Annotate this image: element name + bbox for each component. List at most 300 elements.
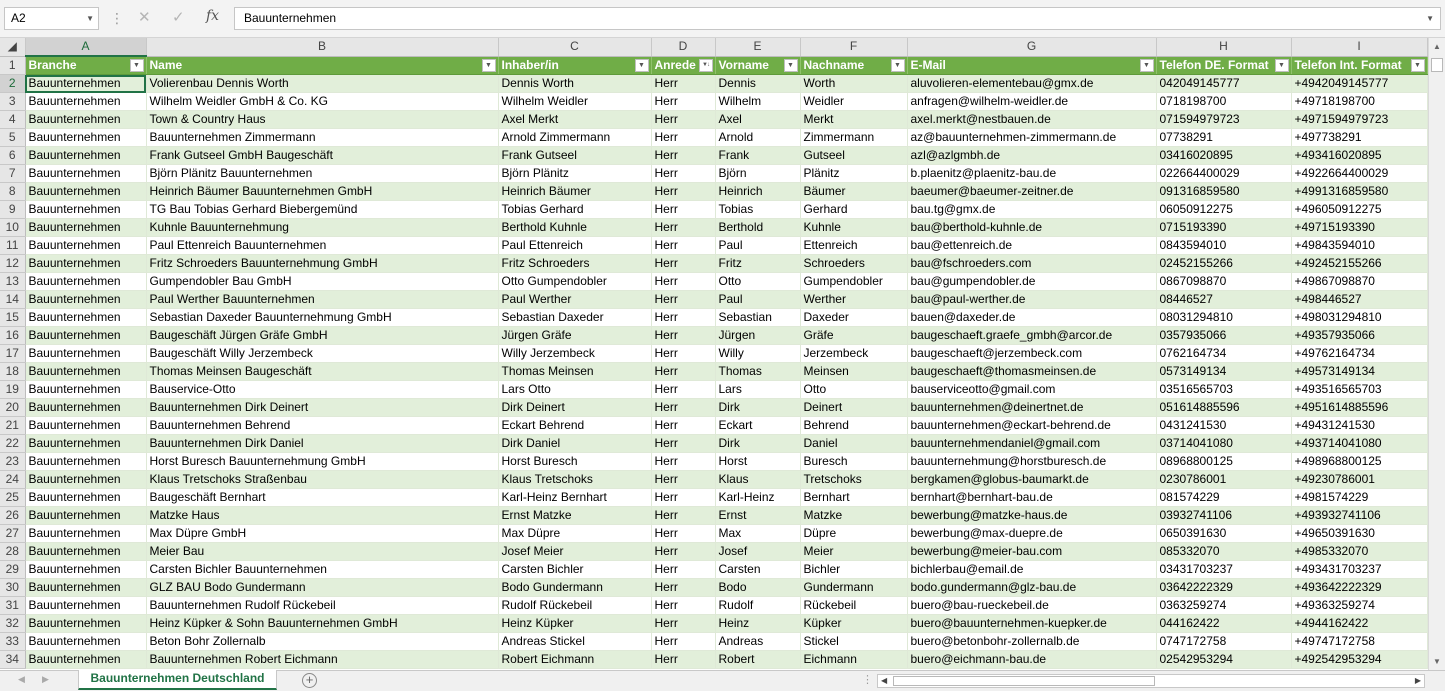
cell[interactable]: Axel Merkt	[498, 111, 651, 129]
cell[interactable]: Daniel	[800, 435, 907, 453]
column-header-d[interactable]: D	[651, 38, 715, 56]
cell[interactable]: Herr	[651, 75, 715, 93]
cell[interactable]: Bauunternehmen	[25, 201, 146, 219]
cell[interactable]: Klaus	[715, 471, 800, 489]
cell[interactable]: +4981574229	[1291, 489, 1427, 507]
cell[interactable]: Heinrich	[715, 183, 800, 201]
cell[interactable]: Sebastian	[715, 309, 800, 327]
cell[interactable]: Herr	[651, 615, 715, 633]
row-number[interactable]: 18	[0, 363, 25, 381]
cell[interactable]: Bauunternehmen	[25, 291, 146, 309]
cell[interactable]: b.plaenitz@plaenitz-bau.de	[907, 165, 1156, 183]
cell[interactable]: +4971594979723	[1291, 111, 1427, 129]
cell[interactable]: Herr	[651, 201, 715, 219]
cell[interactable]: Baugeschäft Willy Jerzembeck	[146, 345, 498, 363]
cell[interactable]: Bauunternehmen	[25, 363, 146, 381]
prev-sheet-icon[interactable]: ◀	[18, 674, 25, 684]
cell[interactable]: Bernhart	[800, 489, 907, 507]
cell[interactable]: +498446527	[1291, 291, 1427, 309]
filter-dropdown-icon[interactable]: ▼	[1140, 59, 1154, 72]
cell[interactable]: Rudolf Rückebeil	[498, 597, 651, 615]
cell[interactable]: Herr	[651, 381, 715, 399]
cell[interactable]: Bauunternehmen	[25, 147, 146, 165]
cell[interactable]: +49718198700	[1291, 93, 1427, 111]
cell[interactable]: Matzke Haus	[146, 507, 498, 525]
cell[interactable]: Thomas	[715, 363, 800, 381]
cell[interactable]: baugeschaeft.graefe_gmbh@arcor.de	[907, 327, 1156, 345]
cell[interactable]: Daxeder	[800, 309, 907, 327]
cell[interactable]: Dirk	[715, 435, 800, 453]
row-number[interactable]: 25	[0, 489, 25, 507]
cell[interactable]: Jürgen	[715, 327, 800, 345]
cell[interactable]: 08031294810	[1156, 309, 1291, 327]
cell[interactable]: Paul Ettenreich	[498, 237, 651, 255]
cell[interactable]: Herr	[651, 579, 715, 597]
cell[interactable]: Küpker	[800, 615, 907, 633]
cell[interactable]: Klaus Tretschoks	[498, 471, 651, 489]
row-number[interactable]: 26	[0, 507, 25, 525]
cell[interactable]: 0718198700	[1156, 93, 1291, 111]
cell[interactable]: Andreas	[715, 633, 800, 651]
cell[interactable]: +49843594010	[1291, 237, 1427, 255]
cell[interactable]: bauunternehmen@deinertnet.de	[907, 399, 1156, 417]
cell[interactable]: Bauunternehmen	[25, 651, 146, 669]
row-number[interactable]: 6	[0, 147, 25, 165]
cell[interactable]: Wilhelm Weidler	[498, 93, 651, 111]
cell[interactable]: Paul Werther	[498, 291, 651, 309]
cell[interactable]: Town & Country Haus	[146, 111, 498, 129]
cell[interactable]: bau.tg@gmx.de	[907, 201, 1156, 219]
cancel-icon[interactable]: ✕	[138, 9, 151, 26]
cell[interactable]: Bauunternehmen	[25, 237, 146, 255]
cell[interactable]: 0867098870	[1156, 273, 1291, 291]
row-number[interactable]: 22	[0, 435, 25, 453]
cell[interactable]: bauunternehmen@eckart-behrend.de	[907, 417, 1156, 435]
cell[interactable]: Rudolf	[715, 597, 800, 615]
formula-input[interactable]	[234, 7, 1441, 30]
cell[interactable]: +4942049145777	[1291, 75, 1427, 93]
cell[interactable]: +49363259274	[1291, 597, 1427, 615]
cell[interactable]: +493431703237	[1291, 561, 1427, 579]
column-header-c[interactable]: C	[498, 38, 651, 56]
chevron-down-icon[interactable]: ▼	[86, 14, 94, 23]
cell[interactable]: Bauunternehmen	[25, 345, 146, 363]
cell[interactable]: Bauunternehmen Zimmermann	[146, 129, 498, 147]
cell[interactable]: Horst	[715, 453, 800, 471]
cell[interactable]: Bauunternehmen	[25, 75, 146, 93]
cell[interactable]: Herr	[651, 129, 715, 147]
cell[interactable]: Herr	[651, 399, 715, 417]
cell[interactable]: +497738291	[1291, 129, 1427, 147]
cell[interactable]: Heinz	[715, 615, 800, 633]
filter-dropdown-icon[interactable]: ▼	[891, 59, 905, 72]
cell[interactable]: +498968800125	[1291, 453, 1427, 471]
cell[interactable]: Sebastian Daxeder	[498, 309, 651, 327]
cell[interactable]: Herr	[651, 165, 715, 183]
column-header-e[interactable]: E	[715, 38, 800, 56]
header-cell[interactable]	[498, 56, 651, 75]
row-number[interactable]: 5	[0, 129, 25, 147]
cell[interactable]: aluvolieren-elementebau@gmx.de	[907, 75, 1156, 93]
cell[interactable]: Herr	[651, 417, 715, 435]
cell[interactable]: baugeschaeft@thomasmeinsen.de	[907, 363, 1156, 381]
row-number[interactable]: 3	[0, 93, 25, 111]
cell[interactable]: Frank Gutseel GmbH Baugeschäft	[146, 147, 498, 165]
cell[interactable]: Herr	[651, 453, 715, 471]
column-header-b[interactable]: B	[146, 38, 498, 56]
drag-handle-icon[interactable]: ⋮	[110, 10, 123, 26]
cell[interactable]: 0431241530	[1156, 417, 1291, 435]
cell[interactable]: buero@bauunternehmen-kuepker.de	[907, 615, 1156, 633]
cell[interactable]: bau@berthold-kuhnle.de	[907, 219, 1156, 237]
cell[interactable]: Rückebeil	[800, 597, 907, 615]
cell[interactable]: +493416020895	[1291, 147, 1427, 165]
cell[interactable]: bau@paul-werther.de	[907, 291, 1156, 309]
cell[interactable]: Frank Gutseel	[498, 147, 651, 165]
cell[interactable]: Volierenbau Dennis Worth	[146, 75, 498, 93]
cell[interactable]: Behrend	[800, 417, 907, 435]
row-number[interactable]: 19	[0, 381, 25, 399]
cell[interactable]: Carsten	[715, 561, 800, 579]
cell[interactable]: Thomas Meinsen	[498, 363, 651, 381]
cell[interactable]: Bäumer	[800, 183, 907, 201]
cell[interactable]: Josef Meier	[498, 543, 651, 561]
cell[interactable]: Bauunternehmen Behrend	[146, 417, 498, 435]
cell[interactable]: Carsten Bichler Bauunternehmen	[146, 561, 498, 579]
cell[interactable]: Bauunternehmen Dirk Deinert	[146, 399, 498, 417]
cell[interactable]: Weidler	[800, 93, 907, 111]
row-number[interactable]: 21	[0, 417, 25, 435]
cell[interactable]: Zimmermann	[800, 129, 907, 147]
cell[interactable]: buero@eichmann-bau.de	[907, 651, 1156, 669]
cell[interactable]: Paul Ettenreich Bauunternehmen	[146, 237, 498, 255]
cell[interactable]: Bauunternehmen	[25, 93, 146, 111]
cell[interactable]: Ernst Matzke	[498, 507, 651, 525]
cell[interactable]: Jürgen Gräfe	[498, 327, 651, 345]
cell[interactable]: Axel	[715, 111, 800, 129]
cell[interactable]: Schroeders	[800, 255, 907, 273]
cell[interactable]: bau@fschroeders.com	[907, 255, 1156, 273]
column-header-a[interactable]: A	[25, 38, 146, 56]
cell[interactable]: Stickel	[800, 633, 907, 651]
cell[interactable]: Bauunternehmen Robert Eichmann	[146, 651, 498, 669]
cell[interactable]: Bauunternehmen	[25, 489, 146, 507]
cell[interactable]: Gutseel	[800, 147, 907, 165]
cell[interactable]: GLZ BAU Bodo Gundermann	[146, 579, 498, 597]
cell[interactable]: Herr	[651, 597, 715, 615]
cell[interactable]: Bauunternehmen	[25, 381, 146, 399]
header-cell[interactable]	[651, 56, 715, 75]
cell[interactable]: Bauservice-Otto	[146, 381, 498, 399]
cell[interactable]: Herr	[651, 345, 715, 363]
cell[interactable]: Ettenreich	[800, 237, 907, 255]
filter-dropdown-icon[interactable]: ▼	[635, 59, 649, 72]
cell[interactable]: Bauunternehmen	[25, 579, 146, 597]
cell[interactable]: Herr	[651, 183, 715, 201]
cell[interactable]: Herr	[651, 507, 715, 525]
horizontal-scroll-thumb[interactable]	[893, 676, 1155, 686]
cell[interactable]: Bauunternehmen	[25, 543, 146, 561]
cell[interactable]: +4991316859580	[1291, 183, 1427, 201]
cell[interactable]: Bauunternehmen	[25, 219, 146, 237]
cell[interactable]: Robert	[715, 651, 800, 669]
cell[interactable]: Gräfe	[800, 327, 907, 345]
cell[interactable]: Herr	[651, 561, 715, 579]
filter-dropdown-icon[interactable]: ▼	[1411, 59, 1425, 72]
cell[interactable]: 085332070	[1156, 543, 1291, 561]
scroll-left-icon[interactable]: ◀	[881, 676, 888, 685]
row-number[interactable]: 31	[0, 597, 25, 615]
cell[interactable]: Heinrich Bäumer Bauunternehmen GmbH	[146, 183, 498, 201]
cell[interactable]: +493642222329	[1291, 579, 1427, 597]
cell[interactable]: +496050912275	[1291, 201, 1427, 219]
cell[interactable]: Klaus Tretschoks Straßenbau	[146, 471, 498, 489]
cell[interactable]: +49357935066	[1291, 327, 1427, 345]
cell[interactable]: buero@betonbohr-zollernalb.de	[907, 633, 1156, 651]
cell[interactable]: Otto	[800, 381, 907, 399]
cell[interactable]: Jerzembeck	[800, 345, 907, 363]
row-number[interactable]: 23	[0, 453, 25, 471]
cell[interactable]: 081574229	[1156, 489, 1291, 507]
cell[interactable]: Eichmann	[800, 651, 907, 669]
cell[interactable]: Arnold Zimmermann	[498, 129, 651, 147]
column-header-g[interactable]: G	[907, 38, 1156, 56]
cell[interactable]: bewerbung@max-duepre.de	[907, 525, 1156, 543]
cell[interactable]: +4922664400029	[1291, 165, 1427, 183]
row-number[interactable]: 27	[0, 525, 25, 543]
cell[interactable]: Herr	[651, 489, 715, 507]
cell[interactable]: TG Bau Tobias Gerhard Biebergemünd	[146, 201, 498, 219]
column-header-i[interactable]: I	[1291, 38, 1427, 56]
cell[interactable]: Herr	[651, 111, 715, 129]
header-cell[interactable]	[146, 56, 498, 75]
cell[interactable]: Andreas Stickel	[498, 633, 651, 651]
cell[interactable]: Lars Otto	[498, 381, 651, 399]
cell[interactable]: 02542953294	[1156, 651, 1291, 669]
cell[interactable]: Herr	[651, 237, 715, 255]
cell[interactable]: az@bauunternehmen-zimmermann.de	[907, 129, 1156, 147]
cell[interactable]: Bauunternehmen	[25, 435, 146, 453]
cell[interactable]: Björn	[715, 165, 800, 183]
cell[interactable]: Dirk	[715, 399, 800, 417]
insert-function-icon[interactable]: fx	[206, 8, 220, 24]
cell[interactable]: +49867098870	[1291, 273, 1427, 291]
cell[interactable]: Herr	[651, 543, 715, 561]
scroll-down-icon[interactable]: ▼	[1433, 657, 1441, 666]
cell[interactable]: bauserviceotto@gmail.com	[907, 381, 1156, 399]
column-header-f[interactable]: F	[800, 38, 907, 56]
cell[interactable]: Bauunternehmen	[25, 255, 146, 273]
cell[interactable]: Herr	[651, 309, 715, 327]
cell[interactable]: Plänitz	[800, 165, 907, 183]
cell[interactable]: Sebastian Daxeder Bauunternehmung GmbH	[146, 309, 498, 327]
row-number[interactable]: 28	[0, 543, 25, 561]
column-header-h[interactable]: H	[1156, 38, 1291, 56]
cell[interactable]: +4951614885596	[1291, 399, 1427, 417]
row-number[interactable]: 9	[0, 201, 25, 219]
cell[interactable]: +498031294810	[1291, 309, 1427, 327]
filter-dropdown-icon[interactable]: ▼	[482, 59, 496, 72]
cell[interactable]: +49762164734	[1291, 345, 1427, 363]
cell[interactable]: 071594979723	[1156, 111, 1291, 129]
cell[interactable]: Thomas Meinsen Baugeschäft	[146, 363, 498, 381]
cell[interactable]: Herr	[651, 273, 715, 291]
cell[interactable]: +49230786001	[1291, 471, 1427, 489]
cell[interactable]: Berthold Kuhnle	[498, 219, 651, 237]
cell[interactable]: Bauunternehmen	[25, 399, 146, 417]
cell[interactable]: 0747172758	[1156, 633, 1291, 651]
cell[interactable]: Paul Werther Bauunternehmen	[146, 291, 498, 309]
cell[interactable]: Bauunternehmen	[25, 615, 146, 633]
cell[interactable]: Kuhnle Bauunternehmung	[146, 219, 498, 237]
cell[interactable]: Gumpendobler	[800, 273, 907, 291]
cell[interactable]: Wilhelm	[715, 93, 800, 111]
row-number[interactable]: 16	[0, 327, 25, 345]
cell[interactable]: baeumer@baeumer-zeitner.de	[907, 183, 1156, 201]
header-cell[interactable]	[1291, 56, 1427, 75]
cell[interactable]: Eckart Behrend	[498, 417, 651, 435]
cell[interactable]: Max Düpre GmbH	[146, 525, 498, 543]
cell[interactable]: 08968800125	[1156, 453, 1291, 471]
cell[interactable]: Bauunternehmen	[25, 111, 146, 129]
cell[interactable]: Baugeschäft Jürgen Gräfe GmbH	[146, 327, 498, 345]
cell[interactable]: Herr	[651, 219, 715, 237]
cell[interactable]: Bauunternehmen	[25, 183, 146, 201]
cell[interactable]: Werther	[800, 291, 907, 309]
header-cell[interactable]	[1156, 56, 1291, 75]
cell[interactable]: 042049145777	[1156, 75, 1291, 93]
cell[interactable]: 03714041080	[1156, 435, 1291, 453]
cell[interactable]: Max Düpre	[498, 525, 651, 543]
cell[interactable]: Deinert	[800, 399, 907, 417]
header-cell[interactable]	[25, 56, 146, 75]
cell[interactable]: Bauunternehmen	[25, 273, 146, 291]
cell[interactable]: Bauunternehmen	[25, 309, 146, 327]
cell[interactable]: Karl-Heinz	[715, 489, 800, 507]
row-number[interactable]: 2	[0, 75, 25, 93]
cell[interactable]: Otto	[715, 273, 800, 291]
cell[interactable]: Bodo Gundermann	[498, 579, 651, 597]
cell[interactable]: 0357935066	[1156, 327, 1291, 345]
cell[interactable]: Herr	[651, 327, 715, 345]
cell[interactable]: +492542953294	[1291, 651, 1427, 669]
cell[interactable]: 044162422	[1156, 615, 1291, 633]
cell[interactable]: +4985332070	[1291, 543, 1427, 561]
cell[interactable]: bauunternehmendaniel@gmail.com	[907, 435, 1156, 453]
cell[interactable]: bewerbung@meier-bau.com	[907, 543, 1156, 561]
cell[interactable]: 07738291	[1156, 129, 1291, 147]
cell[interactable]: Matzke	[800, 507, 907, 525]
cell[interactable]: Willy Jerzembeck	[498, 345, 651, 363]
cell[interactable]: bauunternehmung@horstburesch.de	[907, 453, 1156, 471]
cell[interactable]: Ernst	[715, 507, 800, 525]
cell[interactable]: Bauunternehmen	[25, 507, 146, 525]
cell[interactable]: 0715193390	[1156, 219, 1291, 237]
cell[interactable]: Lars	[715, 381, 800, 399]
cell[interactable]: bernhart@bernhart-bau.de	[907, 489, 1156, 507]
row-number[interactable]: 4	[0, 111, 25, 129]
name-box[interactable]	[4, 7, 99, 30]
select-all-corner[interactable]: ◢	[0, 38, 25, 56]
add-sheet-button[interactable]: +	[302, 673, 317, 688]
cell[interactable]: Bauunternehmen	[25, 633, 146, 651]
cell[interactable]: Beton Bohr Zollernalb	[146, 633, 498, 651]
cell[interactable]: Kuhnle	[800, 219, 907, 237]
cell[interactable]: Fritz	[715, 255, 800, 273]
cell[interactable]: Heinz Küpker	[498, 615, 651, 633]
next-sheet-icon[interactable]: ▶	[42, 674, 49, 684]
cell[interactable]: Bauunternehmen	[25, 129, 146, 147]
vertical-scrollbar[interactable]	[1428, 38, 1445, 670]
cell[interactable]: Herr	[651, 435, 715, 453]
cell[interactable]: Baugeschäft Bernhart	[146, 489, 498, 507]
row-number[interactable]: 32	[0, 615, 25, 633]
scroll-right-icon[interactable]: ▶	[1414, 676, 1421, 685]
cell[interactable]: 08446527	[1156, 291, 1291, 309]
cell[interactable]: Paul	[715, 237, 800, 255]
cell[interactable]: Paul	[715, 291, 800, 309]
cell[interactable]: 03416020895	[1156, 147, 1291, 165]
cell[interactable]: Bauunternehmen	[25, 453, 146, 471]
cell[interactable]: Gumpendobler Bau GmbH	[146, 273, 498, 291]
cell[interactable]: 091316859580	[1156, 183, 1291, 201]
cell[interactable]: Heinz Küpker & Sohn Bauunternehmen GmbH	[146, 615, 498, 633]
cell[interactable]: 051614885596	[1156, 399, 1291, 417]
cell[interactable]: Bauunternehmen	[25, 327, 146, 345]
cell[interactable]: bodo.gundermann@glz-bau.de	[907, 579, 1156, 597]
header-cell[interactable]	[800, 56, 907, 75]
cell[interactable]: Max	[715, 525, 800, 543]
row-number[interactable]: 20	[0, 399, 25, 417]
cell[interactable]: anfragen@wilhelm-weidler.de	[907, 93, 1156, 111]
enter-icon[interactable]: ✓	[172, 9, 185, 26]
cell[interactable]: Herr	[651, 147, 715, 165]
cell[interactable]: bau@ettenreich.de	[907, 237, 1156, 255]
cell[interactable]: Bauunternehmen	[25, 471, 146, 489]
cell[interactable]: Tobias Gerhard	[498, 201, 651, 219]
cell[interactable]: Heinrich Bäumer	[498, 183, 651, 201]
row-number[interactable]: 17	[0, 345, 25, 363]
cell[interactable]: Josef	[715, 543, 800, 561]
cell[interactable]: Dennis Worth	[498, 75, 651, 93]
cell[interactable]: Herr	[651, 471, 715, 489]
cell[interactable]: Gundermann	[800, 579, 907, 597]
cell[interactable]: +49747172758	[1291, 633, 1427, 651]
cell[interactable]: +493516565703	[1291, 381, 1427, 399]
cell[interactable]: Buresch	[800, 453, 907, 471]
cell[interactable]: 03642222329	[1156, 579, 1291, 597]
cell[interactable]: Willy	[715, 345, 800, 363]
cell[interactable]: +493714041080	[1291, 435, 1427, 453]
cell[interactable]: Tobias	[715, 201, 800, 219]
cell[interactable]: Eckart	[715, 417, 800, 435]
cell[interactable]: +49715193390	[1291, 219, 1427, 237]
cell[interactable]: Wilhelm Weidler GmbH & Co. KG	[146, 93, 498, 111]
cell[interactable]: Karl-Heinz Bernhart	[498, 489, 651, 507]
scroll-up-icon[interactable]: ▲	[1433, 42, 1441, 51]
cell[interactable]: Bauunternehmen	[25, 525, 146, 543]
row-number[interactable]: 34	[0, 651, 25, 669]
header-cell[interactable]	[907, 56, 1156, 75]
cell[interactable]: Dennis	[715, 75, 800, 93]
cell[interactable]: Herr	[651, 633, 715, 651]
cell[interactable]: Horst Buresch Bauunternehmung GmbH	[146, 453, 498, 471]
filter-dropdown-icon[interactable]: ▼	[130, 59, 144, 72]
row-number[interactable]: 7	[0, 165, 25, 183]
cell[interactable]: Robert Eichmann	[498, 651, 651, 669]
cell[interactable]: Bodo	[715, 579, 800, 597]
cell[interactable]: bichlerbau@email.de	[907, 561, 1156, 579]
